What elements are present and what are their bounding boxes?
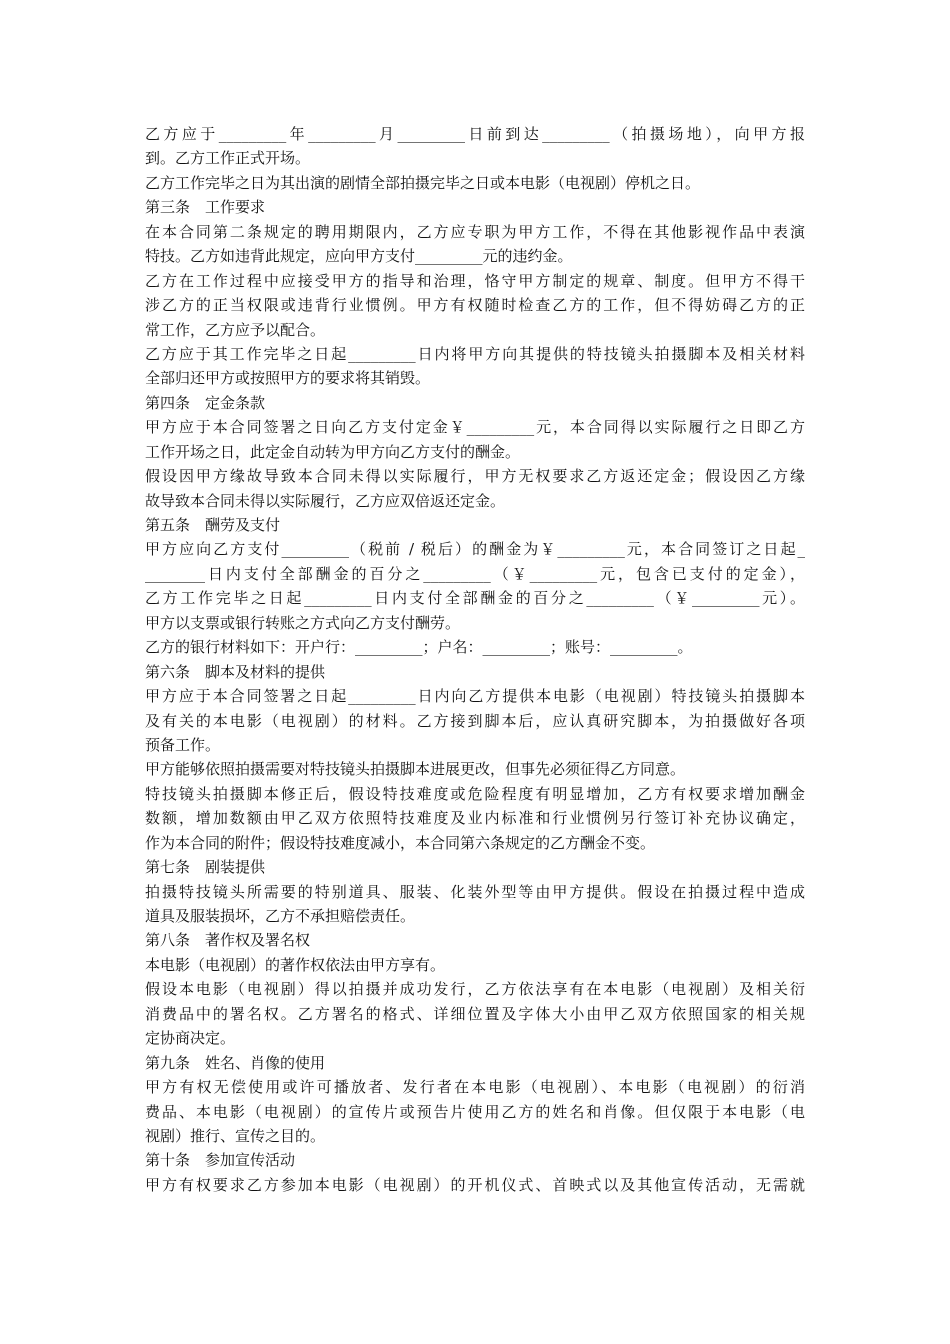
text-line: 甲方能够依照拍摄需要对特技镜头拍摄脚本进展更改，但事先必须征得乙方同意。 bbox=[145, 760, 686, 779]
text-line: 第八条 著作权及署名权 bbox=[145, 931, 311, 950]
text-line: 甲方有权要求乙方参加本电影（电视剧）的开机仪式、首映式以及其他宣传活动，无需就 bbox=[145, 1175, 805, 1194]
contract-page bbox=[145, 122, 805, 1197]
text-line: 工作开场之日，此定金自动转为甲方向乙方支付的酬金。 bbox=[145, 442, 521, 461]
text-line: 常工作，乙方应予以配合。 bbox=[145, 320, 326, 339]
text-line: 特技镜头拍摄脚本修正后，假设特技难度或危险程度有明显增加，乙方有权要求增加酬金 bbox=[145, 784, 805, 803]
text-line: 道具及服装损坏，乙方不承担赔偿责任。 bbox=[145, 907, 416, 925]
text-line: 乙方在工作过程中应接受甲方的指导和治理，恪守甲方制定的规章、制度。但甲方不得干 bbox=[145, 271, 805, 290]
text-line: 第十条 参加宣传活动 bbox=[145, 1151, 296, 1170]
text-line: 拍摄特技镜头所需要的特别道具、服装、化装外型等由甲方提供。假设在拍摄过程中造成 bbox=[145, 882, 805, 901]
text-line: 第四条 定金条款 bbox=[145, 393, 266, 412]
text-line: 及有关的本电影（电视剧）的材料。乙方接到脚本后，应认真研究脚本，为拍摄做好各项 bbox=[145, 711, 805, 730]
text-line: 到。乙方工作正式开场。 bbox=[145, 149, 311, 168]
text-line: 费品、本电影（电视剧）的宣传片或预告片使用乙方的姓名和肖像。但仅限于本电影（电 bbox=[145, 1102, 805, 1121]
text-line: 假设本电影（电视剧）得以拍摄并成功发行，乙方依法享有在本电影（电视剧）及相关衍 bbox=[145, 980, 805, 999]
text-line: 甲方应于本合同签署之日起_________日内向乙方提供本电影（电视剧）特技镜头拍摄脚本 bbox=[145, 687, 805, 706]
text-line: 定协商决定。 bbox=[145, 1029, 236, 1048]
text-line: 甲方有权无偿使用或许可播放者、发行者在本电影（电视剧）、本电影（电视剧）的衍消 bbox=[145, 1078, 805, 1097]
text-line: 视剧）推行、宣传之目的。 bbox=[145, 1126, 326, 1145]
text-line: 作为本合同的附件；假设特技难度减小，本合同第六条规定的乙方酬金不变。 bbox=[145, 833, 656, 852]
text-line: 乙方工作完毕之日起_________日内支付全部酬金的百分之_________（￥_________元）。 bbox=[145, 589, 805, 608]
text-line: 第六条 脚本及材料的提供 bbox=[145, 662, 326, 681]
text-line: 消费品中的署名权。乙方署名的格式、详细位置及字体大小由甲乙双方依照国家的相关规 bbox=[145, 1004, 805, 1023]
text-line: 涉乙方的正当权限或违背行业惯例。甲方有权随时检查乙方的工作，但不得妨碍乙方的正 bbox=[145, 296, 805, 315]
text-line: 在本合同第二条规定的聘用期限内，乙方应专职为甲方工作，不得在其他影视作品中表演 bbox=[145, 222, 805, 241]
text-line: ________日内支付全部酬金的百分之_________（￥_________元，包含已支付的定金）， bbox=[145, 564, 805, 583]
text-line: 特技。乙方如违背此规定，应向甲方支付_________元的违约金。 bbox=[145, 247, 573, 266]
text-line: 第五条 酬劳及支付 bbox=[145, 516, 281, 534]
text-line: 本电影（电视剧）的著作权依法由甲方享有。 bbox=[145, 955, 446, 974]
text-line: 乙方应于其工作完毕之日起_________日内将甲方向其提供的特技镜头拍摄脚本及相关材料 bbox=[145, 344, 805, 363]
text-line: 甲方应于本合同签署之日向乙方支付定金￥_________元，本合同得以实际履行之日即乙方 bbox=[145, 418, 805, 437]
text-line: 甲方以支票或银行转账之方式向乙方支付酬劳。 bbox=[145, 613, 461, 632]
text-line: 甲方应向乙方支付_________（税前 / 税后）的酬金为￥_________元，本合同签订之日起_ bbox=[145, 540, 805, 559]
text-line: 乙方工作完毕之日为其出演的剧情全部拍摄完毕之日或本电影（电视剧）停机之日。 bbox=[145, 173, 701, 192]
text-line: 第九条 姓名、肖像的使用 bbox=[145, 1053, 326, 1072]
text-line: 第七条 剧装提供 bbox=[145, 858, 266, 877]
text-line: 第三条 工作要求 bbox=[145, 198, 266, 217]
text-line: 乙方的银行材料如下：开户行：_________；户名：_________；账号：_________。 bbox=[145, 638, 693, 657]
text-line: 全部归还甲方或按照甲方的要求将其销毁。 bbox=[145, 369, 431, 388]
text-line: 假设因甲方缘故导致本合同未得以实际履行，甲方无权要求乙方返还定金；假设因乙方缘 bbox=[145, 467, 805, 486]
text-line: 数额，增加数额由甲乙双方依照特技难度及业内标准和行业惯例另行签订补充协议确定， bbox=[145, 809, 805, 828]
text-line: 乙方应于_________年_________月_________日前到达_________（拍摄场地），向甲方报 bbox=[145, 125, 805, 143]
text-line: 预备工作。 bbox=[145, 735, 221, 754]
text-line: 故导致本合同未得以实际履行，乙方应双倍返还定金。 bbox=[145, 491, 506, 510]
